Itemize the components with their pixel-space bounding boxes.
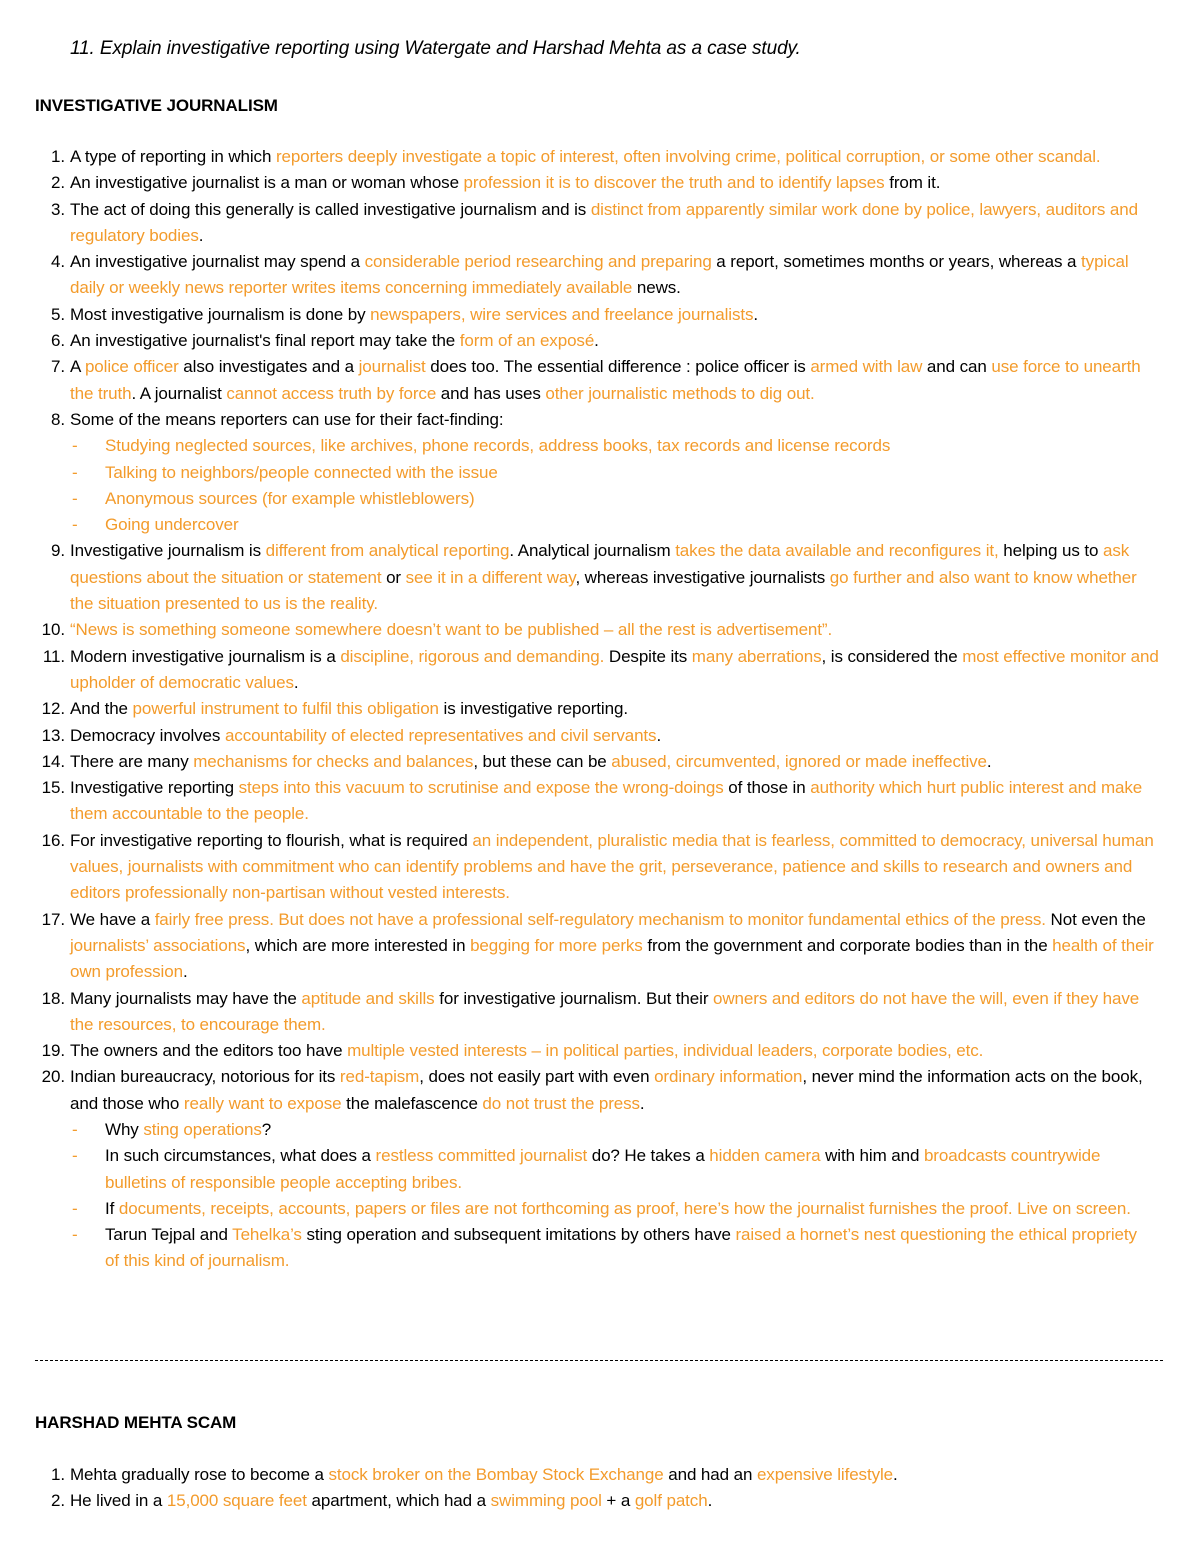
plain-text: Tarun Tejpal and (105, 1225, 233, 1245)
plain-text: For investigative reporting to flourish, what is required (70, 830, 473, 850)
highlighted-text: Studying neglected sources, like archives, phone records, address books, tax records and license records (105, 436, 891, 456)
sub-list-item (70, 1117, 1155, 1143)
list-item (0, 328, 1160, 354)
highlighted-text: red-tapism (339, 1067, 420, 1087)
plain-text: An investigative journalist may spend a (70, 252, 365, 272)
highlighted-text: Talking to neighbors/people connected with the issue (105, 462, 498, 482)
plain-text: Not even the (1045, 909, 1146, 929)
list-item (0, 302, 1160, 328)
list-item (0, 1064, 1160, 1274)
plain-text: . (753, 304, 759, 324)
highlighted-text: different from analytical reporting (265, 541, 510, 561)
highlighted-text: hidden camera (709, 1146, 821, 1166)
item-number: 10. (41, 620, 65, 640)
list-item (0, 775, 1160, 828)
item-number: 5. (51, 304, 65, 324)
highlighted-text: “News is something someone somewhere doesn’t want to be published – all the rest is advertisement”. (70, 620, 833, 640)
item-number: 4. (51, 252, 65, 272)
plain-text: news. (632, 278, 681, 298)
item-number: 20. (41, 1067, 65, 1087)
plain-text: We have a (70, 909, 155, 929)
plain-text: . (293, 672, 299, 692)
dash-bullet-icon: - (72, 462, 78, 482)
plain-text: also investigates and a (178, 357, 359, 377)
highlighted-text: considerable period researching and preparing (364, 252, 712, 272)
list-item (0, 907, 1160, 986)
highlighted-text: use force to unearth the truth (70, 357, 1141, 403)
plain-text: ? (261, 1119, 272, 1139)
highlighted-text: Anonymous sources (for example whistleblowers) (105, 488, 475, 508)
plain-text: Investigative reporting (70, 778, 239, 798)
highlighted-text: Going undercover (105, 515, 239, 535)
plain-text: An investigative journalist's final report may take the (70, 331, 460, 351)
item-text (70, 752, 992, 771)
highlighted-text: newspapers, wire services and freelance journalists (370, 304, 754, 324)
highlighted-text: powerful instrument to fulfil this obligation (132, 699, 439, 719)
investigative-journalism-list (0, 144, 1160, 1275)
list-item (0, 644, 1160, 697)
plain-text: the malefascence (341, 1093, 483, 1113)
plain-text: The owners and the editors too have (70, 1041, 348, 1061)
list-item (0, 407, 1160, 538)
plain-text: , whereas investigative journalists (575, 567, 830, 587)
plain-text: Many journalists may have the (70, 988, 302, 1008)
sub-list-item (70, 1143, 1155, 1196)
list-item (0, 617, 1160, 643)
highlighted-text: police officer (84, 357, 179, 377)
highlighted-text: takes the data available and reconfigures it, (675, 541, 999, 561)
item-number: 2. (51, 1491, 65, 1511)
highlighted-text: owners and editors do not have the will, even if they have the resources, to encourage them. (70, 988, 1140, 1034)
plain-text: Mehta gradually rose to become a (70, 1465, 329, 1484)
item-text (70, 1041, 983, 1060)
plain-text: , is considered the (821, 646, 963, 666)
list-item (0, 354, 1160, 407)
dash-bullet-icon: - (72, 1119, 78, 1139)
highlighted-text: begging for more perks (470, 935, 643, 955)
item-number: 19. (41, 1041, 65, 1061)
sub-item-text (105, 1146, 1100, 1191)
sub-item-text (105, 1199, 1131, 1218)
plain-text: A type of reporting in which (70, 147, 276, 166)
sub-list-item (70, 512, 1155, 538)
item-text (70, 357, 1141, 402)
highlighted-text: really want to expose (183, 1093, 342, 1113)
sub-item-text (105, 1225, 1137, 1270)
list-item (0, 1038, 1160, 1064)
plain-text: apartment, which had a (306, 1491, 491, 1511)
highlighted-text: form of an exposé (459, 331, 595, 351)
plain-text: Despite its (604, 646, 692, 666)
plain-text: and can (922, 357, 992, 377)
section-heading-investigative-journalism: INVESTIGATIVE JOURNALISM (35, 96, 278, 115)
highlighted-text: golf patch (634, 1491, 708, 1511)
item-number: 3. (51, 199, 65, 219)
plain-text: In such circumstances, what does a (105, 1146, 376, 1166)
highlighted-text: ordinary information (654, 1067, 803, 1087)
sub-list-item (70, 1196, 1155, 1222)
highlighted-text: go further and also want to know whether the situation presented to us is the reality. (70, 567, 1137, 614)
sub-list (70, 1117, 1160, 1275)
item-text (70, 331, 599, 350)
plain-text: a report, sometimes months or years, whereas a (711, 252, 1082, 272)
list-item (0, 749, 1160, 775)
dash-bullet-icon: - (72, 436, 78, 456)
highlighted-text: journalist (358, 357, 426, 377)
question-title: 11. Explain investigative reporting using Watergate and Harshad Mehta as a case study. (70, 38, 801, 59)
plain-text: If (105, 1198, 119, 1218)
list-item (0, 197, 1160, 250)
section-heading-harshad-mehta-scam: HARSHAD MEHTA SCAM (35, 1413, 237, 1432)
list-item (0, 1488, 1160, 1514)
item-text (70, 699, 628, 718)
item-text (70, 831, 1154, 903)
plain-text: . (594, 331, 599, 351)
highlighted-text: journalists’ associations (70, 935, 246, 955)
plain-text: Democracy involves (70, 725, 225, 745)
plain-text: helping us to (998, 541, 1103, 561)
plain-text: Indian bureaucracy, notorious for its (70, 1067, 340, 1087)
sub-item-text (105, 463, 498, 482)
plain-text: , but these can be (473, 751, 612, 771)
plain-text: Some of the means reporters can use for their fact-finding: (70, 409, 504, 429)
plain-text: of those in (723, 778, 811, 798)
plain-text: Most investigative journalism is done by (70, 304, 371, 324)
item-text (70, 726, 661, 745)
item-number: 6. (51, 331, 65, 351)
section-divider (35, 1360, 1163, 1361)
plain-text: do? He takes a (587, 1146, 710, 1166)
highlighted-text: fairly free press. But does not have a professional self-regulatory mechanism to monitor fundamental ethics of the press. (154, 909, 1046, 929)
item-text (70, 305, 758, 324)
item-text (70, 147, 1101, 166)
highlighted-text: many aberrations (691, 646, 822, 666)
item-number: 8. (51, 409, 65, 429)
item-text (70, 541, 1137, 613)
plain-text: . (893, 1465, 898, 1484)
highlighted-text: health of their own profession (70, 935, 1154, 982)
item-text (70, 989, 1139, 1034)
dash-bullet-icon: - (72, 488, 78, 508)
highlighted-text: distinct from apparently similar work done by police, lawyers, auditors and regulatory bodies (70, 199, 1138, 245)
highlighted-text: other journalistic methods to dig out. (545, 383, 815, 403)
item-number: 2. (51, 173, 65, 193)
item-number: 7. (51, 357, 65, 377)
highlighted-text: profession it is to discover the truth and to identify lapses (463, 173, 885, 193)
plain-text: from it. (884, 173, 941, 193)
highlighted-text: expensive lifestyle (756, 1465, 894, 1484)
sub-list (70, 433, 1160, 538)
highlighted-text: cannot access truth by force (226, 383, 437, 403)
highlighted-text: reporters deeply investigate a topic of interest, often involving crime, political corruption, or some other scandal. (275, 147, 1101, 166)
plain-text: . (707, 1491, 713, 1511)
plain-text: . (656, 725, 662, 745)
plain-text: is investigative reporting. (438, 699, 628, 719)
plain-text: and had an (663, 1465, 757, 1484)
highlighted-text: an independent, pluralistic media that is fearless, committed to democracy, universal human values, journalists with commitment who can identify problems and have the grit, perseverance, patience and skills to research and owners and editors professionally non-partisan without vested interests. (70, 830, 1154, 903)
item-number: 11. (42, 646, 65, 666)
plain-text: A (70, 357, 85, 377)
list-item (0, 696, 1160, 722)
list-item (0, 1462, 1160, 1488)
highlighted-text: mechanisms for checks and balances (193, 751, 474, 771)
item-text (70, 1491, 712, 1510)
plain-text: does too. The essential difference : police officer is (425, 357, 811, 377)
dash-bullet-icon: - (72, 1146, 78, 1166)
item-number: 16. (41, 830, 65, 850)
sub-list-item (70, 433, 1155, 459)
highlighted-text: armed with law (810, 357, 923, 377)
highlighted-text: ask questions about the situation or statement (70, 541, 1130, 587)
highlighted-text: authority which hurt public interest and make them accountable to the people. (70, 778, 1143, 824)
plain-text: Modern investigative journalism is a (70, 646, 341, 666)
sub-item-text (105, 489, 475, 508)
item-text (70, 620, 832, 639)
highlighted-text: do not trust the press (482, 1093, 640, 1113)
sub-item-text (105, 515, 239, 534)
item-text (70, 910, 1154, 982)
highlighted-text: most effective monitor and upholder of democratic values (70, 646, 1159, 692)
sub-item-text (105, 1120, 271, 1139)
highlighted-text: multiple vested interests – in political parties, individual leaders, corporate bodies, etc. (347, 1041, 984, 1061)
item-number: 13. (41, 725, 65, 745)
plain-text: sting operation and subsequent imitations by others have (301, 1225, 736, 1245)
item-text (70, 647, 1159, 692)
dash-bullet-icon: - (72, 1225, 78, 1245)
plain-text: The act of doing this generally is called investigative journalism and is (70, 199, 591, 219)
item-text (70, 200, 1138, 245)
sub-list-item (70, 486, 1155, 512)
sub-list-item (70, 1222, 1155, 1275)
plain-text: , does not easily part with even (419, 1067, 655, 1087)
plain-text: from the government and corporate bodies than in the (642, 935, 1053, 955)
item-number: 17. (41, 909, 65, 929)
plain-text: . Analytical journalism (509, 541, 676, 561)
plain-text: and has uses (436, 383, 546, 403)
plain-text: An investigative journalist is a man or woman whose (70, 173, 464, 193)
dash-bullet-icon: - (72, 515, 78, 535)
list-item (0, 986, 1160, 1039)
plain-text: with him and (820, 1146, 924, 1166)
plain-text: . (198, 225, 204, 245)
list-item (0, 723, 1160, 749)
plain-text: + a (601, 1491, 635, 1511)
highlighted-text: restless committed journalist (375, 1146, 588, 1166)
sub-item-text (105, 436, 890, 455)
item-text (70, 1465, 898, 1484)
plain-text: He lived in a (70, 1491, 167, 1511)
highlighted-text: typical daily or weekly news reporter writes items concerning immediately available (70, 252, 1129, 298)
item-number: 18. (41, 988, 65, 1008)
plain-text: Why (105, 1119, 144, 1139)
list-item (0, 249, 1160, 302)
item-text (70, 252, 1129, 297)
item-number: 12. (41, 699, 65, 719)
highlighted-text: documents, receipts, accounts, papers or files are not forthcoming as proof, here’s how the journalist furnishes the proof. Live on screen. (118, 1198, 1131, 1218)
highlighted-text: sting operations (143, 1119, 262, 1139)
list-item (0, 538, 1160, 617)
highlighted-text: abused, circumvented, ignored or made ineffective (611, 751, 987, 771)
highlighted-text: raised a hornet’s nest questioning the ethical propriety of this kind of journalism. (105, 1225, 1137, 1271)
item-number: 14. (41, 751, 65, 771)
plain-text: And the (70, 699, 133, 719)
item-number: 1. (51, 147, 65, 166)
item-text (70, 1067, 1143, 1112)
plain-text: . (639, 1093, 645, 1113)
highlighted-text: broadcasts countrywide bulletins of responsible people accepting bribes. (105, 1146, 1101, 1192)
plain-text: for investigative journalism. But their (434, 988, 714, 1008)
plain-text: , which are more interested in (245, 935, 471, 955)
plain-text: . (182, 962, 188, 982)
highlighted-text: 15,000 square feet (166, 1491, 307, 1511)
highlighted-text: discipline, rigorous and demanding. (340, 646, 605, 666)
item-text (70, 410, 504, 429)
highlighted-text: stock broker on the Bombay Stock Exchange (328, 1465, 664, 1484)
highlighted-text: see it in a different way (405, 567, 576, 587)
highlighted-text: steps into this vacuum to scrutinise and expose the wrong-doings (238, 778, 724, 798)
item-number: 15. (41, 778, 65, 798)
plain-text: . A journalist (131, 383, 227, 403)
highlighted-text: Tehelka’s (232, 1225, 302, 1245)
highlighted-text: accountability of elected representatives and civil servants (224, 725, 657, 745)
plain-text: Investigative journalism is (70, 541, 266, 561)
item-number: 1. (51, 1465, 65, 1484)
plain-text: There are many (70, 751, 194, 771)
item-text (70, 173, 940, 192)
sub-list-item (70, 460, 1155, 486)
list-item (0, 828, 1160, 907)
list-item (0, 170, 1160, 196)
highlighted-text: swimming pool (490, 1491, 602, 1511)
harshad-mehta-list (0, 1462, 1160, 1515)
plain-text: , never mind the information acts on the book, and those who (70, 1067, 1143, 1113)
list-item (0, 144, 1160, 170)
highlighted-text: aptitude and skills (301, 988, 435, 1008)
plain-text: or (381, 567, 406, 587)
item-text (70, 778, 1142, 823)
item-number: 9. (51, 541, 65, 561)
dash-bullet-icon: - (72, 1198, 78, 1218)
plain-text: . (986, 751, 992, 771)
